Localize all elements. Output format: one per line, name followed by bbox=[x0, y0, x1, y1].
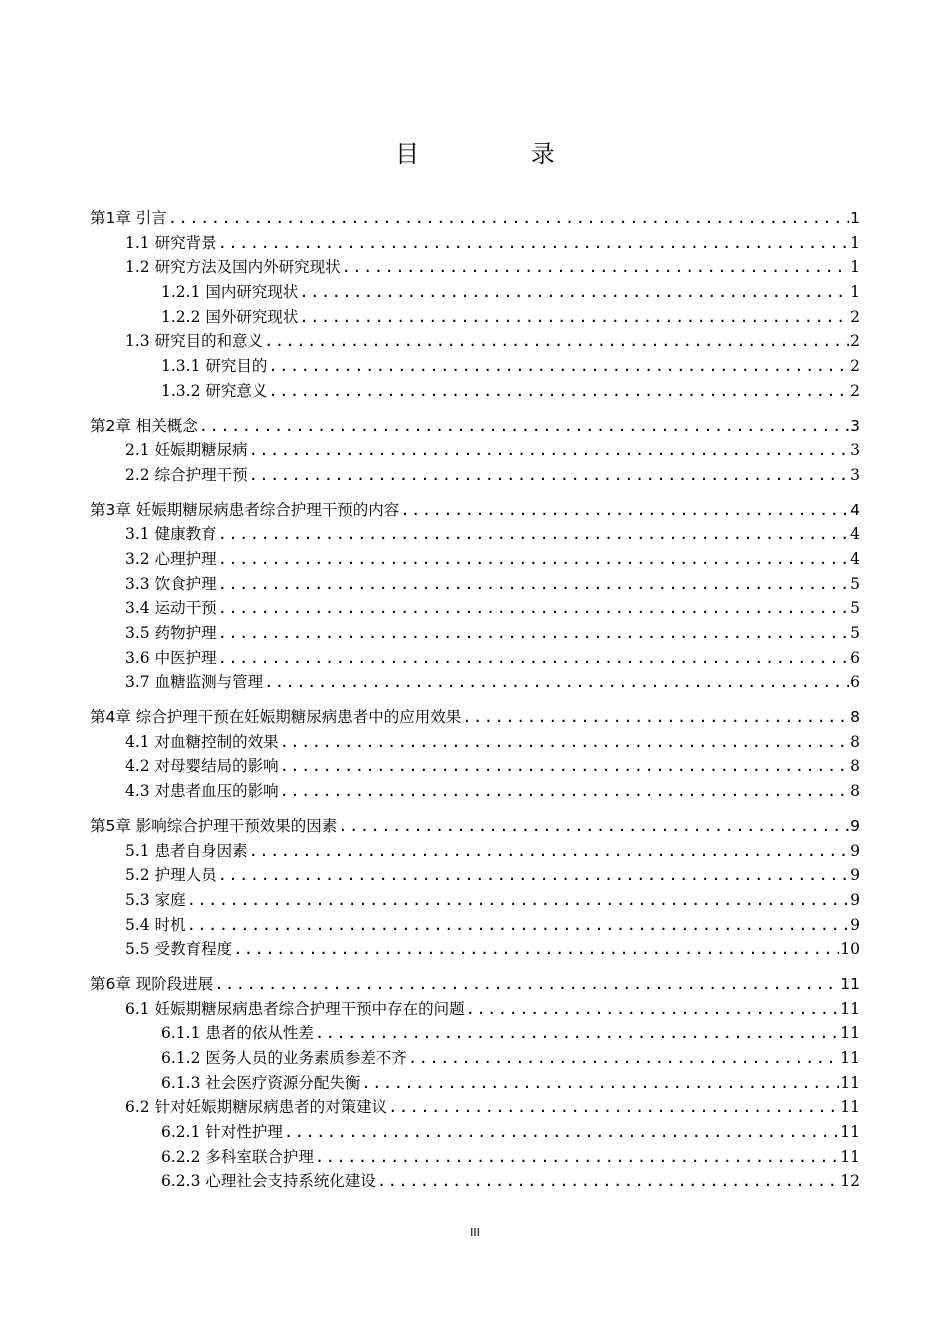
toc-entry-1-3-1[interactable] bbox=[90, 354, 860, 379]
toc-entry-page: 9 bbox=[850, 890, 860, 909]
dot-leader bbox=[388, 1095, 839, 1120]
dot-leader bbox=[199, 414, 849, 439]
toc-entry-label: 2.1 妊娠期糖尿病 bbox=[125, 441, 248, 460]
toc-entry-page: 2 bbox=[850, 357, 860, 376]
dot-leader bbox=[299, 280, 849, 305]
toc-entry-page: 9 bbox=[850, 915, 860, 934]
dot-leader bbox=[466, 997, 840, 1022]
toc-entry-6-2-2[interactable] bbox=[90, 1145, 860, 1170]
dot-leader bbox=[218, 863, 850, 888]
toc-entry-3-4[interactable] bbox=[90, 596, 860, 621]
dot-leader bbox=[168, 206, 849, 231]
toc-entry-label: 5.2 护理人员 bbox=[125, 866, 217, 885]
toc-entry-label: 3.1 健康教育 bbox=[125, 525, 217, 544]
toc-entry-page: 8 bbox=[850, 782, 860, 801]
toc-entry-label: 4.2 对母婴结局的影响 bbox=[125, 757, 279, 776]
toc-entry-page: 3 bbox=[850, 416, 860, 435]
toc-entry-page: 11 bbox=[840, 1049, 860, 1067]
toc-entry-page: 11 bbox=[840, 999, 860, 1018]
toc-entry-page: 9 bbox=[850, 816, 860, 835]
toc-entry-page: 4 bbox=[850, 549, 860, 568]
toc-entry-page: 10 bbox=[840, 940, 860, 959]
toc-entry-1-2-2[interactable] bbox=[90, 305, 860, 330]
dot-leader bbox=[400, 498, 849, 523]
toc-entry-page: 6 bbox=[850, 673, 860, 692]
toc-entry-6-1[interactable] bbox=[90, 997, 860, 1022]
toc-entry-3-2[interactable] bbox=[90, 547, 860, 572]
dot-leader bbox=[338, 814, 849, 839]
dot-leader bbox=[377, 1169, 839, 1194]
toc-entry-label: 6.2 针对妊娠期糖尿病患者的对策建议 bbox=[125, 1098, 388, 1117]
toc-entry-label: 4.1 对血糖控制的效果 bbox=[125, 732, 279, 751]
toc-entry-label: 第5章 影响综合护理干预效果的因素 bbox=[90, 816, 338, 835]
toc-entry-label: 1.2.2 国外研究现状 bbox=[161, 307, 299, 326]
toc-entry-label: 6.2.2 多科室联合护理 bbox=[161, 1147, 314, 1166]
toc-entry-chapter-1[interactable] bbox=[90, 206, 860, 231]
toc-entry-5-4[interactable] bbox=[90, 913, 860, 938]
dot-leader bbox=[218, 646, 850, 671]
toc-entry-6-1-1[interactable] bbox=[90, 1021, 860, 1046]
dot-leader bbox=[249, 839, 850, 864]
toc-entry-chapter-6[interactable] bbox=[90, 972, 860, 997]
toc-entry-6-1-2[interactable] bbox=[90, 1046, 860, 1071]
toc-entry-5-3[interactable] bbox=[90, 888, 860, 913]
dot-leader bbox=[408, 1046, 839, 1071]
toc-entry-label: 1.2.1 国内研究现状 bbox=[161, 283, 299, 302]
dot-leader bbox=[268, 379, 849, 404]
dot-leader bbox=[218, 522, 850, 547]
toc-entry-page: 4 bbox=[850, 525, 860, 544]
dot-leader bbox=[218, 596, 850, 621]
toc-entry-label: 6.1.3 社会医疗资源分配失衡 bbox=[161, 1073, 361, 1092]
toc-entry-page: 3 bbox=[850, 465, 860, 484]
toc-title: 目 录 bbox=[395, 140, 607, 168]
toc-entry-5-2[interactable] bbox=[90, 863, 860, 888]
dot-leader bbox=[187, 913, 850, 938]
toc-entry-page: 1 bbox=[850, 233, 860, 252]
toc-entry-3-5[interactable] bbox=[90, 621, 860, 646]
toc-entry-label: 1.3 研究目的和意义 bbox=[125, 332, 264, 351]
toc-entry-page: 2 bbox=[850, 307, 860, 326]
toc-entry-label: 1.2 研究方法及国内外研究现状 bbox=[125, 258, 341, 277]
toc-entry-5-1[interactable] bbox=[90, 839, 860, 864]
dot-leader bbox=[218, 572, 850, 597]
toc-entry-6-2[interactable] bbox=[90, 1095, 860, 1120]
toc-entry-label: 3.2 心理护理 bbox=[125, 549, 217, 568]
toc-entry-page: 1 bbox=[850, 258, 860, 277]
toc-entry-3-1[interactable] bbox=[90, 522, 860, 547]
toc-entry-label: 6.1.2 医务人员的业务素质参差不齐 bbox=[161, 1049, 407, 1067]
toc-entry-label: 4.3 对患者血压的影响 bbox=[125, 782, 279, 801]
toc-entry-3-7[interactable] bbox=[90, 670, 860, 695]
toc-entry-1-1[interactable] bbox=[90, 231, 860, 256]
toc-entry-page: 9 bbox=[850, 841, 860, 860]
toc-entry-6-2-1[interactable] bbox=[90, 1120, 860, 1145]
toc-entry-label: 第3章 妊娠期糖尿病患者综合护理干预的内容 bbox=[90, 500, 400, 519]
toc-entry-label: 3.4 运动干预 bbox=[125, 599, 217, 618]
dot-leader bbox=[218, 547, 850, 572]
toc-entry-page: 8 bbox=[850, 757, 860, 776]
toc-entry-label: 5.4 时机 bbox=[125, 915, 186, 934]
dot-leader bbox=[233, 937, 839, 962]
dot-leader bbox=[268, 354, 849, 379]
toc-entry-page: 5 bbox=[850, 574, 860, 593]
dot-leader bbox=[361, 1071, 839, 1096]
toc-entry-chapter-2[interactable] bbox=[90, 414, 860, 439]
toc-entry-page: 5 bbox=[850, 599, 860, 618]
dot-leader bbox=[249, 438, 850, 463]
dot-leader bbox=[342, 255, 850, 280]
toc-entry-label: 6.2.3 心理社会支持系统化建设 bbox=[161, 1172, 376, 1191]
toc-entry-page: 8 bbox=[850, 708, 860, 727]
toc-entry-5-5[interactable] bbox=[90, 937, 860, 962]
toc-entry-page: 5 bbox=[850, 624, 860, 642]
toc-entry-page: 12 bbox=[840, 1172, 860, 1191]
toc-entry-label: 1.1 研究背景 bbox=[125, 233, 217, 252]
toc-entry-2-2[interactable] bbox=[90, 463, 860, 488]
toc-entry-page: 9 bbox=[850, 866, 860, 885]
toc-entry-3-6[interactable] bbox=[90, 646, 860, 671]
toc-entry-label: 5.1 患者自身因素 bbox=[125, 841, 248, 860]
toc-entry-1-2[interactable] bbox=[90, 255, 860, 280]
toc-entry-page: 2 bbox=[850, 332, 860, 351]
dot-leader bbox=[264, 329, 849, 354]
toc-entry-page: 11 bbox=[840, 1073, 860, 1092]
toc-entry-page: 11 bbox=[840, 1098, 860, 1117]
toc-entry-page: 11 bbox=[840, 974, 860, 993]
dot-leader bbox=[187, 888, 850, 913]
dot-leader bbox=[284, 1120, 839, 1145]
toc-entry-page: 4 bbox=[850, 500, 860, 519]
dot-leader bbox=[218, 621, 850, 646]
toc-entry-label: 3.5 药物护理 bbox=[125, 624, 217, 642]
dot-leader bbox=[280, 754, 850, 779]
toc-entry-label: 5.5 受教育程度 bbox=[125, 940, 233, 959]
toc-entry-page: 11 bbox=[840, 1147, 860, 1166]
toc-entry-1-3[interactable] bbox=[90, 329, 860, 354]
toc-entry-chapter-5[interactable] bbox=[90, 814, 860, 839]
toc-entry-label: 第2章 相关概念 bbox=[90, 416, 198, 435]
toc-entry-label: 第1章 引言 bbox=[90, 209, 167, 227]
dot-leader bbox=[249, 463, 850, 488]
toc-entry-label: 3.3 饮食护理 bbox=[125, 574, 217, 593]
dot-leader bbox=[315, 1021, 839, 1046]
dot-leader bbox=[280, 779, 850, 804]
table-of-contents bbox=[90, 206, 860, 1194]
dot-leader bbox=[462, 705, 849, 730]
toc-entry-6-1-3[interactable] bbox=[90, 1071, 860, 1096]
dot-leader bbox=[299, 305, 849, 330]
toc-entry-label: 5.3 家庭 bbox=[125, 890, 186, 909]
toc-entry-3-3[interactable] bbox=[90, 572, 860, 597]
toc-entry-label: 1.3.2 研究意义 bbox=[161, 381, 268, 400]
toc-entry-page: 3 bbox=[850, 441, 860, 460]
toc-entry-4-1[interactable] bbox=[90, 730, 860, 755]
toc-entry-2-1[interactable] bbox=[90, 438, 860, 463]
toc-entry-1-3-2[interactable] bbox=[90, 379, 860, 404]
toc-entry-page: 2 bbox=[850, 381, 860, 400]
toc-entry-4-3[interactable] bbox=[90, 779, 860, 804]
toc-entry-chapter-4[interactable] bbox=[90, 705, 860, 730]
toc-entry-page: 1 bbox=[850, 283, 860, 302]
toc-entry-page: 1 bbox=[850, 209, 860, 227]
dot-leader bbox=[264, 670, 849, 695]
toc-entry-label: 2.2 综合护理干预 bbox=[125, 465, 248, 484]
dot-leader bbox=[218, 231, 850, 256]
toc-entry-label: 6.2.1 针对性护理 bbox=[161, 1123, 283, 1142]
toc-entry-label: 6.1 妊娠期糖尿病患者综合护理干预中存在的问题 bbox=[125, 999, 465, 1018]
toc-entry-label: 3.7 血糖监测与管理 bbox=[125, 673, 264, 692]
toc-entry-chapter-3[interactable] bbox=[90, 498, 860, 523]
toc-entry-page: 11 bbox=[840, 1024, 860, 1043]
toc-entry-page: 6 bbox=[850, 648, 860, 667]
dot-leader bbox=[280, 730, 850, 755]
toc-entry-label: 1.3.1 研究目的 bbox=[161, 357, 268, 376]
toc-entry-4-2[interactable] bbox=[90, 754, 860, 779]
toc-entry-6-2-3[interactable] bbox=[90, 1169, 860, 1194]
toc-entry-label: 6.1.1 患者的依从性差 bbox=[161, 1024, 314, 1043]
toc-entry-page: 11 bbox=[840, 1123, 860, 1142]
toc-entry-label: 3.6 中医护理 bbox=[125, 648, 217, 667]
page-number-footer: III bbox=[470, 1226, 480, 1239]
dot-leader bbox=[214, 972, 839, 997]
dot-leader bbox=[315, 1145, 839, 1170]
toc-entry-page: 8 bbox=[850, 732, 860, 751]
toc-entry-1-2-1[interactable] bbox=[90, 280, 860, 305]
toc-entry-label: 第6章 现阶段进展 bbox=[90, 974, 214, 993]
toc-entry-label: 第4章 综合护理干预在妊娠期糖尿病患者中的应用效果 bbox=[90, 708, 462, 727]
